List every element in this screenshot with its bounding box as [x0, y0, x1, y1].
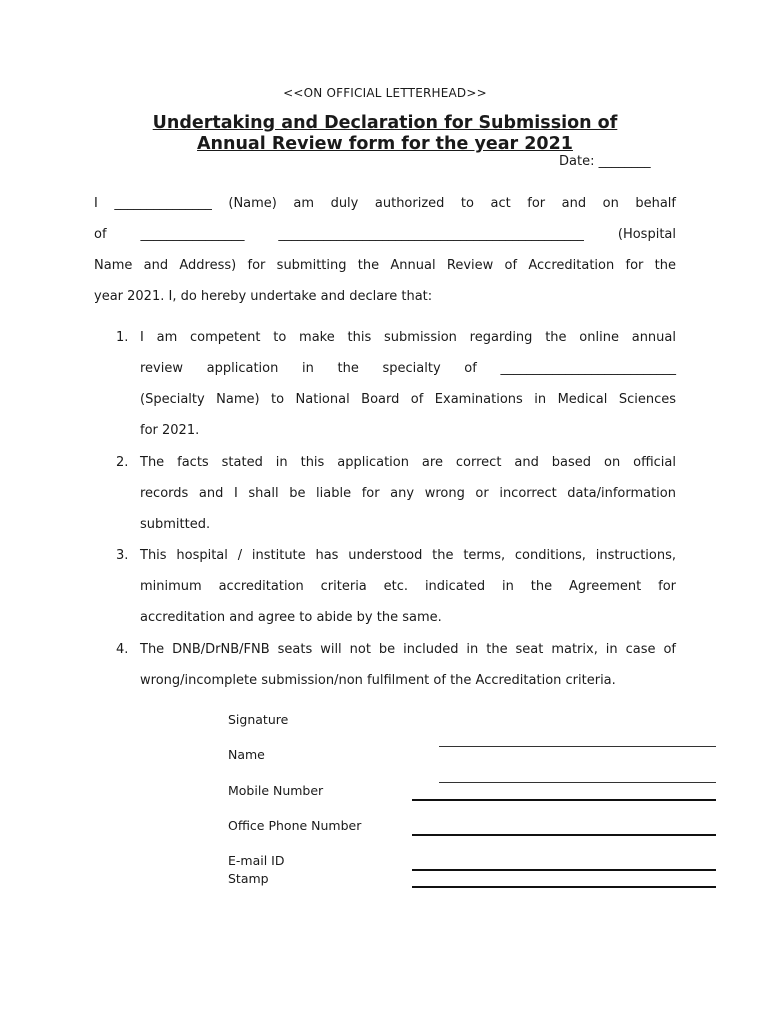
- item-line: (Specialty Name) to National Board of Examinations in Medical Sciences: [140, 392, 676, 407]
- email-label: E-mail ID: [228, 853, 285, 868]
- office-phone-line: [412, 834, 716, 836]
- intro-line-3: Name and Address) for submitting the Annual Review of Accreditation for the: [94, 258, 676, 273]
- item-line: minimum accreditation criteria etc. indicated in the Agreement for: [140, 579, 676, 594]
- item-line: The DNB/DrNB/FNB seats will not be included in the seat matrix, in case of: [140, 642, 676, 657]
- document-title-line-1: Undertaking and Declaration for Submission of: [152, 113, 618, 133]
- signature-line: [439, 746, 716, 747]
- item-number: 3.: [116, 548, 129, 563]
- item-line: submitted.: [140, 517, 211, 532]
- name-label: Name: [228, 747, 265, 762]
- date-field: Date: ________: [559, 154, 651, 169]
- item-line: review application in the specialty of ___________________________: [140, 361, 676, 376]
- signature-label: Signature: [228, 712, 289, 727]
- email-line: [412, 869, 716, 871]
- item-line: accreditation and agree to abide by the same.: [140, 610, 442, 625]
- mobile-number-label: Mobile Number: [228, 783, 324, 798]
- intro-line-2: of ________________ _______________________________________________ (Hospital: [94, 227, 676, 242]
- letterhead-note: <<ON OFFICIAL LETTERHEAD>>: [283, 86, 487, 100]
- stamp-line: [412, 886, 716, 888]
- item-line: I am competent to make this submission regarding the online annual: [140, 330, 676, 345]
- item-line: wrong/incomplete submission/non fulfilment of the Accreditation criteria.: [140, 673, 616, 688]
- office-phone-label: Office Phone Number: [228, 818, 362, 833]
- item-line: records and I shall be liable for any wrong or incorrect data/information: [140, 486, 676, 501]
- document-title-line-2: Annual Review form for the year 2021: [197, 134, 573, 154]
- mobile-number-line: [412, 799, 716, 801]
- intro-line-1: I _______________ (Name) am duly authorized to act for and on behalf: [94, 196, 676, 211]
- name-line: [439, 782, 716, 783]
- item-number: 4.: [116, 642, 129, 657]
- item-line: for 2021.: [140, 423, 200, 438]
- item-number: 2.: [116, 455, 129, 470]
- item-line: This hospital / institute has understood the terms, conditions, instructions,: [140, 548, 676, 563]
- item-number: 1.: [116, 330, 129, 345]
- stamp-label: Stamp: [228, 871, 269, 886]
- intro-line-4: year 2021. I, do hereby undertake and declare that:: [94, 289, 433, 304]
- item-line: The facts stated in this application are correct and based on official: [140, 455, 676, 470]
